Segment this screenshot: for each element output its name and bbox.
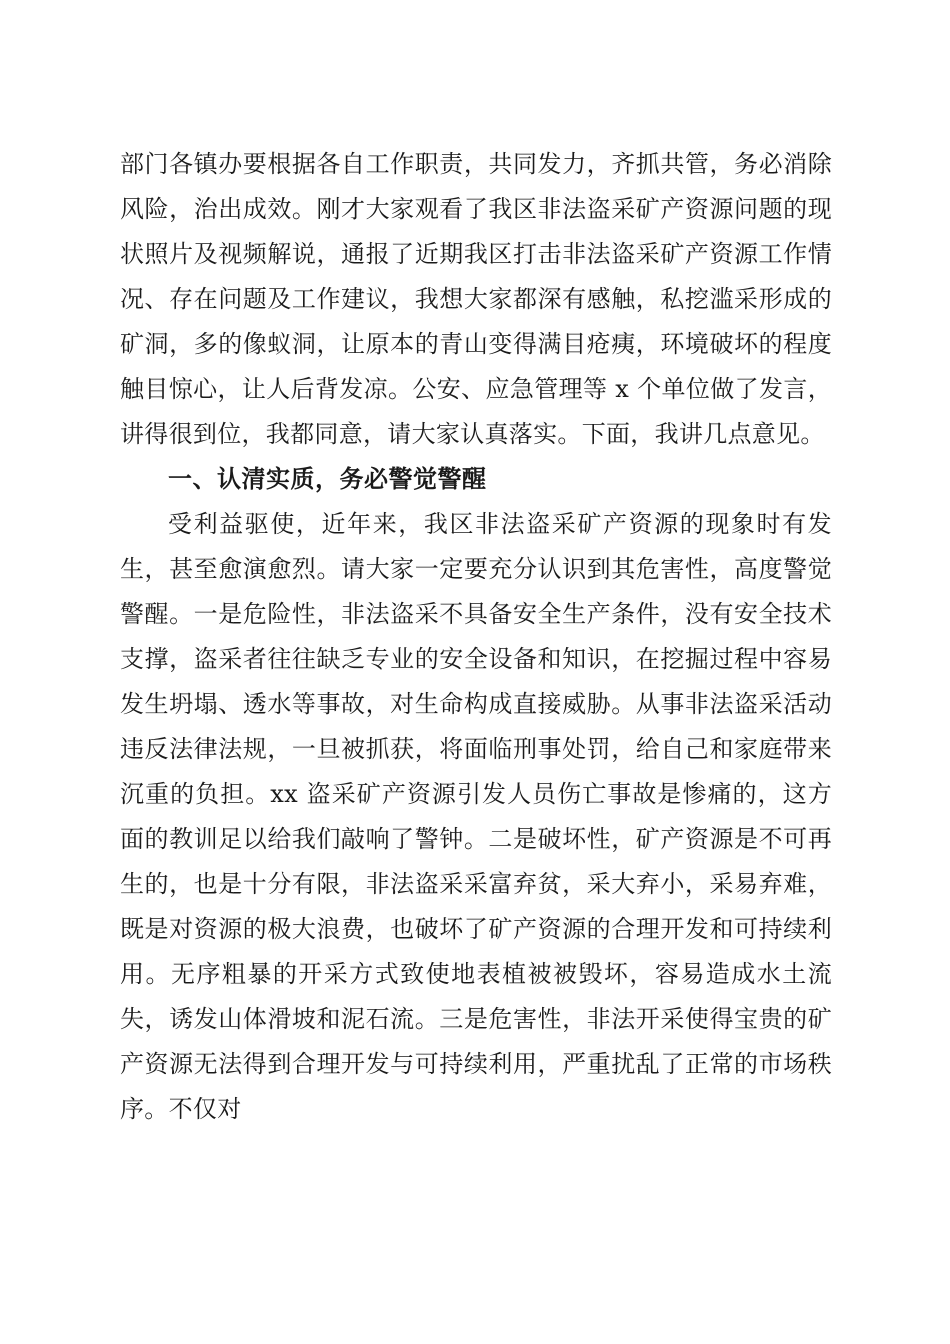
paragraph-continuation: 部门各镇办要根据各自工作职责，共同发力，齐抓共管，务必消除风险，治出成效。刚才大家观看了我区非法盗采矿产资源问题的现状照片及视频解说，通报了近期我区打击非法盗采矿产资源工作情况、存在问题及工作建议，我想大家都深有感触，私挖滥采形成的矿洞，多的像蚁洞，让原本的青山变得满目疮痍，环境破坏的程度触目惊心，让人后背发凉。公安、应急管理等 x 个单位做了发言，讲得很到位，我都同意，请大家认真落实。下面，我讲几点意见。 bbox=[120, 150, 832, 448]
document-body bbox=[120, 142, 832, 1132]
section-heading: 一、认清实质，务必警觉警醒 bbox=[168, 465, 487, 493]
paragraph: 受利益驱使，近年来，我区非法盗采矿产资源的现象时有发生，甚至愈演愈烈。请大家一定要充分认识到其危害性，高度警觉警醒。一是危险性，非法盗采不具备安全生产条件，没有安全技术支撑，盗采者往往缺乏专业的安全设备和知识，在挖掘过程中容易发生坍塌、透水等事故，对生命构成直接威胁。从事非法盗采活动违反法律法规，一旦被抓获，将面临刑事处罚，给自己和家庭带来沉重的负担。xx 盗采矿产资源引发人员伤亡事故是惨痛的，这方面的教训足以给我们敲响了警钟。二是破坏性，矿产资源是不可再生的，也是十分有限，非法盗采采富弃贫，采大弃小，采易弃难，既是对资源的极大浪费，也破坏了矿产资源的合理开发和可持续利用。无序粗暴的开采方式致使地表植被被毁坏，容易造成水土流失，诱发山体滑坡和泥石流。三是危害性，非法开采使得宝贵的矿产资源无法得到合理开发与可持续利用，严重扰乱了正常的市场秩序。不仅对 bbox=[120, 510, 832, 1123]
